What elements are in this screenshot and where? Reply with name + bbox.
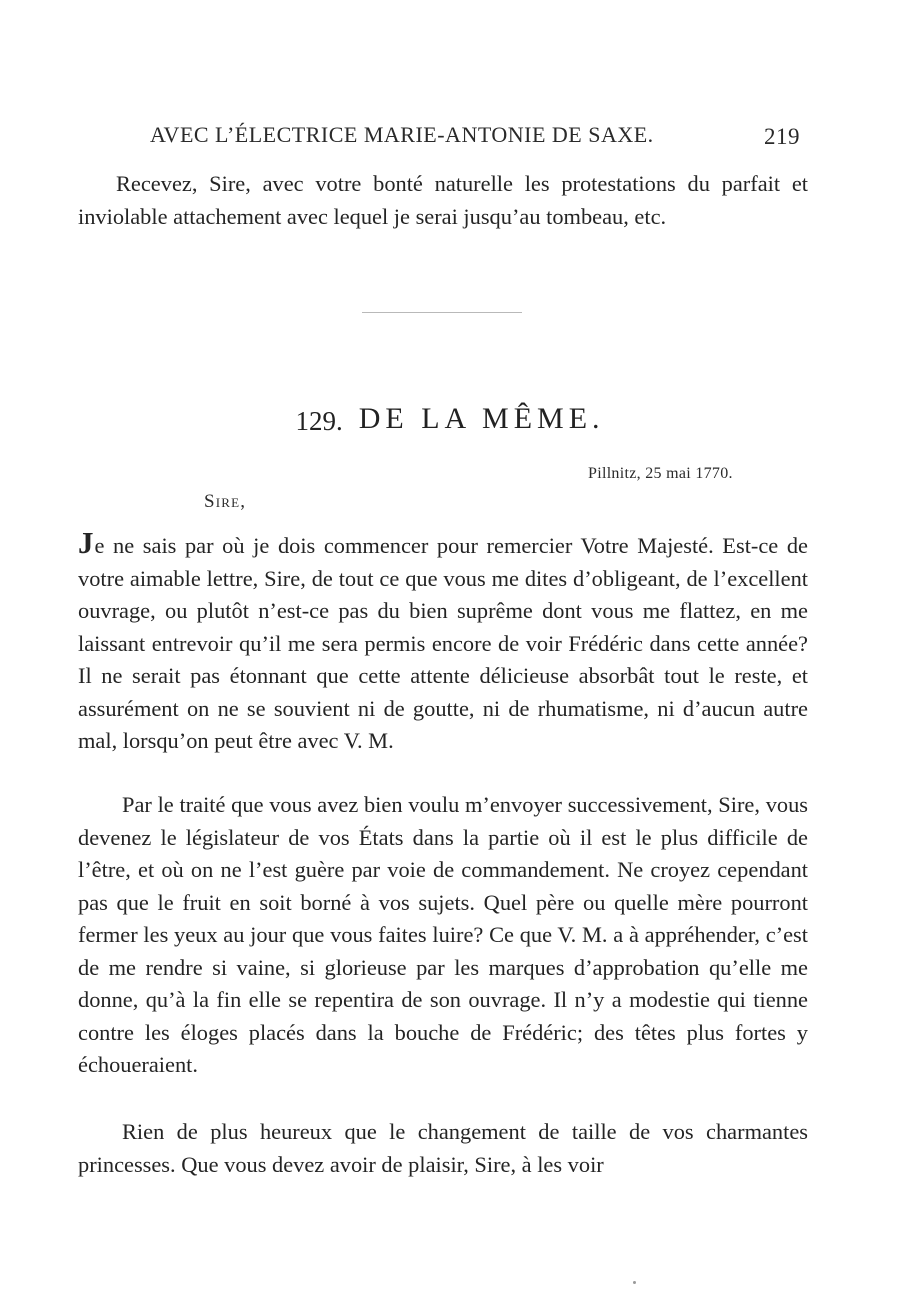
- page-number: 219: [764, 124, 800, 149]
- drop-cap: J: [78, 525, 94, 560]
- running-title: AVEC L’ÉLECTRICE MARIE-ANTONIE DE SAXE.: [150, 122, 654, 147]
- letter-paragraph-3: Rien de plus heureux que le changement de taille de vos charmantes princesses. Que vous devez avoir de plaisir, Sire, à les voir: [78, 1119, 808, 1177]
- letter-number: 129.: [295, 406, 343, 436]
- letter-paragraph-1: [78, 527, 808, 758]
- letter-paragraph-1-text: e ne sais par où je dois commencer pour remercier Votre Majesté. Est-ce de votre aimable lettre, Sire, de tout ce que vous me dites d’obligeant, de l’excellent ouvrage, ou plutôt n’est-ce pas du bien suprême dont vous me flattez, en me laissant entrevoir qu’il me sera permis encore de voir Frédéric dans cette année? Il ne serait pas étonnant que cette attente délicieuse absorbât tout le reste, et assurément on ne se souvient ni de goutte, ni de rhumatisme, ni d’aucun autre mal, lorsqu’on peut être avec V. M.: [78, 533, 808, 753]
- closing-paragraph: Recevez, Sire, avec votre bonté naturelle les protestations du parfait et inviolable attachement avec lequel je serai jusqu’au tombeau, etc.: [78, 171, 808, 229]
- paper-speck: [633, 1281, 636, 1284]
- letter-salutation: Sire,: [204, 491, 247, 512]
- section-separator: [362, 312, 522, 313]
- letter-dateline: Pillnitz, 25 mai 1770.: [588, 465, 733, 482]
- letter-title: DE LA MÊME.: [358, 402, 605, 435]
- letter-heading: [0, 402, 900, 436]
- letter-paragraph-2: Par le traité que vous avez bien voulu m’envoyer successivement, Sire, vous devenez le législateur de vos États dans la partie où il est le plus difficile de l’être, et où on ne l’est guère par voie de commandement. Ne croyez cependant pas que le fruit en soit borné à vos sujets. Quel père ou quelle mère pourront fermer les yeux au jour que vous faites luire? Ce que V. M. a à appréhender, c’est de me rendre si vaine, si glorieuse par les marques d’approbation qu’elle me donne, qu’à la fin elle se repentira de son ouvrage. Il n’y a modestie qui tienne contre les éloges placés dans la bouche de Frédéric; des têtes plus fortes y échoueraient.: [78, 792, 808, 1077]
